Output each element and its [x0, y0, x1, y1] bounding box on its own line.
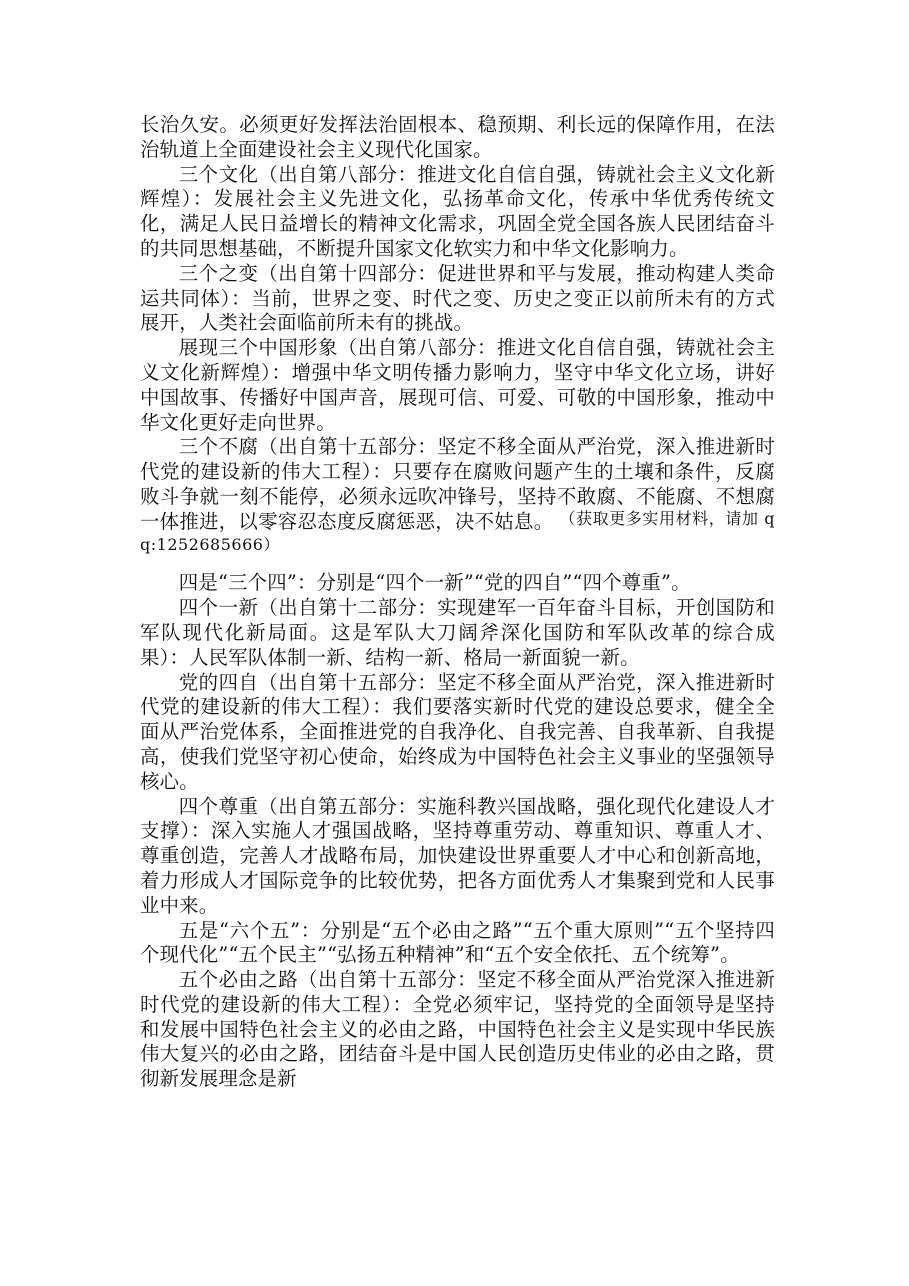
paragraph-1: 长治久安。必须更好发挥法治固根本、稳预期、利长远的保障作用，在法治轨道上全面建设社会主义现代化国家。: [140, 113, 775, 161]
paragraph-5: [140, 435, 775, 561]
paragraph-3: 三个之变（出自第十四部分：促进世界和平与发展，推动构建人类命运共同体）：当前，世界之变、时代之变、历史之变正以前所未有的方式展开，人类社会面临前所未有的挑战。: [140, 261, 775, 335]
paragraph-4: 展现三个中国形象（出自第八部分：推进文化自信自强，铸就社会主义文化新辉煌）：增强中华文明传播力影响力，坚守中华文化立场，讲好中国故事、传播好中国声音，展现可信、可爱、可敬的中国形象，推动中华文化更好走向世界。: [140, 336, 775, 434]
paragraph-7: 四个一新（出自第十二部分：实现建军一百年奋斗目标，开创国防和军队现代化新局面。这是军队大刀阔斧深化国防和军队改革的综合成果）：人民军队体制一新、结构一新、格局一新面貌一新。: [140, 596, 775, 669]
promo-note: （获取更多实用材料，请加 qq:1252685666）: [140, 508, 775, 554]
paragraph-6: 四是“三个四”：分别是“四个一新”“党的四自”“四个尊重”。: [178, 571, 691, 595]
paragraph-8: 党的四自（出自第十五部分：坚定不移全面从严治党，深入推进新时代党的建设新的伟大工程）：我们要落实新时代党的建设总要求，健全全面从严治党体系，全面推进党的自我净化、自我完善、自我革新、自我提高，使我们党坚守初心使命，始终成为中国特色社会主义事业的坚强领导核心。: [140, 670, 775, 793]
paragraph-2: 三个文化（出自第八部分：推进文化自信自强，铸就社会主义文化新辉煌）：发展社会主义先进文化，弘扬革命文化，传承中华优秀传统文化，满足人民日益增长的精神文化需求，巩固全党全国各族人民团结奋斗的共同思想基础，不断提升国家文化软实力和中华文化影响力。: [140, 162, 775, 260]
paragraph-10: 五是“六个五”：分别是“五个必由之路”“五个重大原则”“五个坚持四个现代化”“五个民主”“弘扬五种精神”和“五个安全依托、五个统筹”。: [140, 918, 775, 967]
document-body: [140, 113, 775, 1092]
paragraph-9: 四个尊重（出自第五部分：实施科教兴国战略，强化现代化建设人才支撑）：深入实施人才强国战略，坚持尊重劳动、尊重知识、尊重人才、尊重创造，完善人才战略布局，加快建设世界重要人才中心和创新高地，着力形成人才国际竞争的比较优势，把各方面优秀人才集聚到党和人民事业中来。: [140, 794, 775, 917]
paragraph-5-text: 三个不腐（出自第十五部分：坚定不移全面从严治党，深入推进新时代党的建设新的伟大工程）：只要存在腐败问题产生的土壤和条件，反腐败斗争就一刻不能停，必须永远吹冲锋号，坚持不敢腐、不能腐、不想腐一体推进，以零容忍态度反腐惩恶，决不姑息。: [140, 435, 775, 533]
paragraph-11: 五个必由之路（出自第十五部分：坚定不移全面从严治党深入推进新时代党的建设新的伟大工程）：全党必须牢记，坚持党的全面领导是坚持和发展中国特色社会主义的必由之路，中国特色社会主义是实现中华民族伟大复兴的必由之路，团结奋斗是中国人民创造历史伟业的必由之路，贯彻新发展理念是新: [140, 968, 775, 1091]
